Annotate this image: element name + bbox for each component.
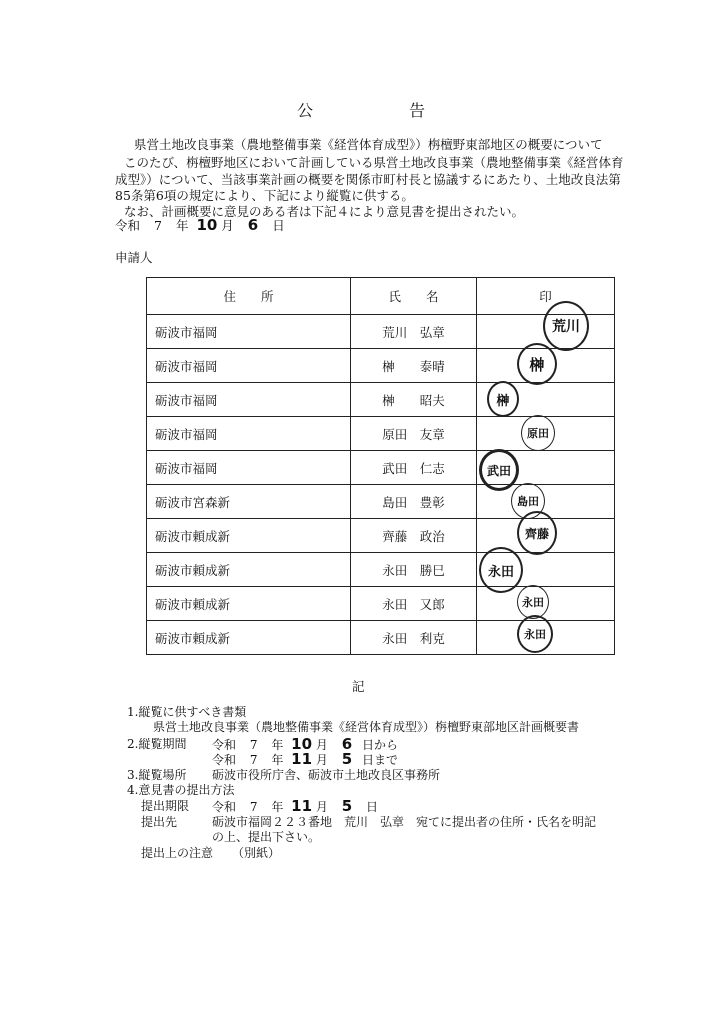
name-cell: 原田 友章: [351, 417, 477, 451]
table-row: [147, 417, 615, 451]
seal-stamp: 榊: [517, 343, 557, 385]
seal-stamp: 永田: [517, 615, 553, 653]
address-cell: 砺波市福岡: [147, 383, 351, 417]
period-to-year: 7: [249, 753, 258, 767]
address-cell: 砺波市福岡: [147, 451, 351, 485]
period-to: [212, 752, 398, 768]
date-era: 令和: [115, 218, 141, 233]
name-cell: 武田 仁志: [351, 451, 477, 485]
body-line: 85条第6項の規定により、下記により縦覧に供する。: [115, 188, 414, 203]
seal-stamp: 永田: [517, 585, 549, 619]
deadline-year: 7: [249, 800, 258, 814]
applicant-table: [146, 277, 615, 655]
deadline-date: [212, 799, 378, 815]
period-to-era: 令和: [212, 753, 237, 767]
address-cell: 砺波市頼成新: [147, 553, 351, 587]
date-tsuki: 月: [221, 218, 234, 233]
date-day: 6: [247, 216, 259, 234]
page-title: 公 告: [296, 101, 465, 120]
date-month: 10: [196, 216, 218, 234]
period-from-suffix: 日から: [361, 738, 398, 752]
address-cell: 砺波市福岡: [147, 349, 351, 383]
period-to-day: 5: [341, 750, 353, 768]
seal-stamp: 島田: [511, 483, 545, 519]
address-cell: 砺波市頼成新: [147, 621, 351, 655]
seal-stamp: 榊: [487, 381, 519, 417]
name-cell: 齊藤 政治: [351, 519, 477, 553]
period-from-nen: 年: [271, 738, 284, 752]
name-cell: 永田 利克: [351, 621, 477, 655]
name-cell: 永田 勝巳: [351, 553, 477, 587]
header-seal: 印: [477, 278, 615, 315]
address-cell: 砺波市福岡: [147, 417, 351, 451]
name-cell: 永田 又郎: [351, 587, 477, 621]
address-cell: 砺波市頼成新: [147, 519, 351, 553]
item3-text: 砺波市役所庁舎、砺波市土地改良区事務所: [212, 768, 441, 782]
period-from-era: 令和: [212, 738, 237, 752]
body-line: なお、計画概要に意見のある者は下記４により意見書を提出されたい。: [124, 204, 525, 219]
period-from-month: 10: [291, 735, 313, 753]
table-row: [147, 315, 615, 349]
seal-cell: [477, 315, 615, 349]
table-row: [147, 587, 615, 621]
seal-stamp: 荒川: [543, 301, 589, 351]
notice-date: [115, 216, 285, 235]
seal-cell: [477, 451, 615, 485]
deadline-tsuki: 月: [315, 800, 328, 814]
body-line: 成型》）について、当該事業計画の概要を関係市町村長と協議するにあたり、土地改良法第: [115, 172, 621, 187]
seal-stamp: 原田: [521, 415, 555, 451]
period-from-tsuki: 月: [315, 738, 328, 752]
deadline-day: 5: [341, 797, 353, 815]
seal-stamp: 永田: [479, 547, 523, 593]
date-nen: 年: [175, 218, 189, 233]
seal-cell: [477, 417, 615, 451]
table-row: [147, 553, 615, 587]
table-header-row: [147, 278, 615, 315]
caution-text: （別紙）: [232, 846, 281, 860]
applicant-label: 申請人: [115, 250, 153, 265]
dest-line1: 砺波市福岡２２３番地 荒川 弘章 宛てに提出者の住所・氏名を明記: [212, 815, 597, 829]
seal-cell: [477, 349, 615, 383]
table-row: [147, 451, 615, 485]
date-hi: 日: [272, 218, 285, 233]
deadline-hi: 日: [365, 800, 378, 814]
caution-label: 提出上の注意: [141, 846, 214, 860]
name-cell: 荒川 弘章: [351, 315, 477, 349]
dest-label: 提出先: [141, 815, 178, 829]
address-cell: 砺波市頼成新: [147, 587, 351, 621]
period-to-suffix: 日まで: [361, 753, 398, 767]
name-cell: 榊 昭夫: [351, 383, 477, 417]
date-year: 7: [154, 218, 162, 233]
item1-text: 県営土地改良事業（農地整備事業《経営体育成型》）栴檀野東部地区計画概要書: [153, 720, 580, 734]
seal-cell: [477, 621, 615, 655]
deadline-nen: 年: [271, 800, 284, 814]
period-to-month: 11: [291, 750, 313, 768]
address-cell: 砺波市福岡: [147, 315, 351, 349]
deadline-label: 提出期限: [141, 799, 190, 813]
address-cell: 砺波市宮森新: [147, 485, 351, 519]
period-from-year: 7: [249, 738, 258, 752]
dest-line2: の上、提出下さい。: [212, 830, 321, 844]
seal-cell: [477, 553, 615, 587]
item2-label: 2.縦覧期間: [127, 737, 187, 751]
seal-stamp: 齊藤: [517, 511, 557, 555]
period-to-nen: 年: [271, 753, 284, 767]
period-from-day: 6: [341, 735, 353, 753]
deadline-month: 11: [291, 797, 313, 815]
name-cell: 榊 泰晴: [351, 349, 477, 383]
name-cell: 島田 豊彰: [351, 485, 477, 519]
deadline-era: 令和: [212, 800, 237, 814]
ki-heading: 記: [352, 679, 365, 694]
table-row: [147, 519, 615, 553]
seal-cell: [477, 587, 615, 621]
header-address: 住 所: [147, 278, 351, 315]
table-row: [147, 383, 615, 417]
header-name: 氏 名: [351, 278, 477, 315]
table-row: [147, 349, 615, 383]
item4-label: 4.意見書の提出方法: [127, 783, 235, 797]
period-to-tsuki: 月: [315, 753, 328, 767]
table-row: [147, 621, 615, 655]
item3-label: 3.縦覧場所: [127, 768, 187, 782]
body-line: このたび、栴檀野地区において計画している県営土地改良事業（農地整備事業《経営体育: [124, 155, 624, 170]
seal-cell: [477, 383, 615, 417]
seal-stamp: 武田: [479, 449, 519, 491]
item1-label: 1.縦覧に供すべき書類: [127, 705, 247, 719]
subject-line: 県営土地改良事業（農地整備事業《経営体育成型》）栴檀野東部地区の概要について: [134, 137, 603, 152]
